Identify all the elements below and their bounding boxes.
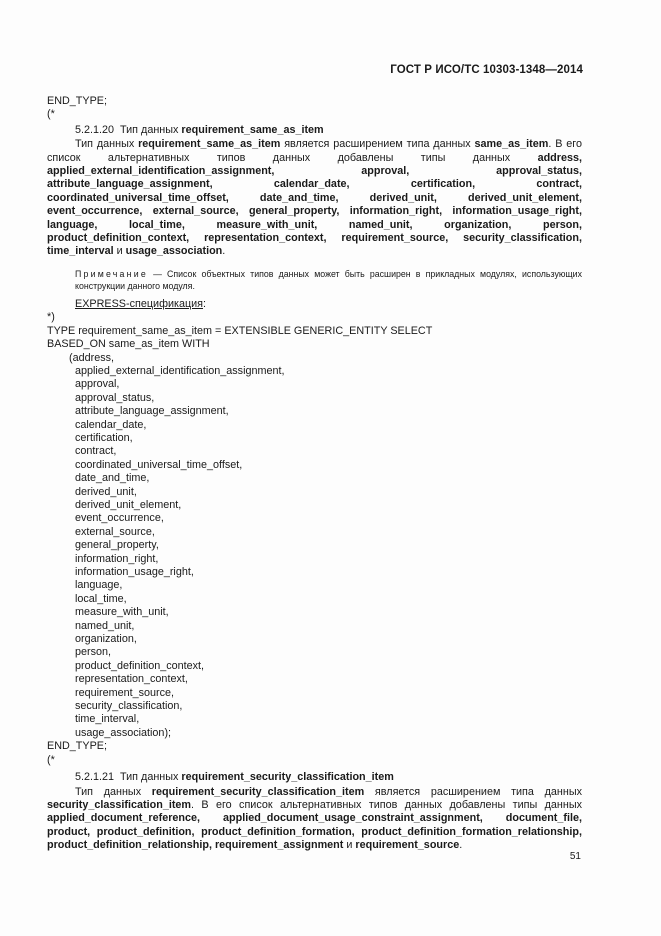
note-paragraph xyxy=(47,268,582,292)
code-line: product_definition_context, xyxy=(75,659,205,672)
code-line: TYPE requirement_same_as_item = EXTENSIBLE GENERIC_ENTITY SELECT xyxy=(47,324,433,337)
code-line: applied_external_identification_assignment, xyxy=(75,364,285,377)
code-line: BASED_ON same_as_item WITH xyxy=(47,338,210,351)
express-spec-label-line xyxy=(47,298,582,311)
para-type-name: requirement_security_classification_item xyxy=(151,785,365,798)
section-paragraph-5-2-1-20 xyxy=(47,138,582,259)
code-line: usage_association); xyxy=(75,726,172,739)
para-text: является расширением типа данных xyxy=(364,785,582,798)
code-line: date_and_time, xyxy=(75,472,150,485)
code-line: local_time, xyxy=(75,592,127,605)
heading-prefix: Тип данных xyxy=(120,771,182,784)
para-base-type: same_as_item xyxy=(474,138,549,151)
code-line: END_TYPE; xyxy=(47,740,107,753)
para-text: и xyxy=(343,839,356,852)
code-line: (address, xyxy=(69,351,115,364)
code-line: requirement_source, xyxy=(75,686,175,699)
page-content xyxy=(47,95,582,853)
section-heading-5-2-1-20 xyxy=(47,124,582,137)
code-line: derived_unit_element, xyxy=(75,498,182,511)
para-type-list: address, applied_external_identification_assignment, approval, approval_status, attribute_language_assignment, calendar_date, certification, contract, coordinated_universal_time_offset, date_and_time, derived_unit, derived_unit_element, event_occurrence, external_source, general_property, information_right, information_usage_right, language, local_time, measure_with_unit, named_unit, organization, person, product_definition_context, representation_context, requirement_source, security_classification, time_interval xyxy=(47,151,582,258)
code-line: attribute_language_assignment, xyxy=(75,405,229,418)
section-paragraph-5-2-1-21 xyxy=(47,786,582,853)
page-header: ГОСТ Р ИСО/ТС 10303-1348—2014 xyxy=(390,64,583,76)
end-type-line: END_TYPE; xyxy=(47,95,107,107)
para-text: . В его список альтернативных типов данных добавлены типы данных xyxy=(191,798,582,811)
para-last-type: usage_association xyxy=(125,245,223,258)
code-line: (* xyxy=(47,753,55,766)
code-line: certification, xyxy=(75,431,133,444)
para-last-type: requirement_source xyxy=(355,839,460,852)
code-line: coordinated_universal_time_offset, xyxy=(75,458,243,471)
comment-open-line: (* xyxy=(47,108,55,121)
para-text: . В его список альтернативных типов данных добавлены типы данных xyxy=(47,138,582,164)
heading-type-name: requirement_same_as_item xyxy=(181,123,324,136)
code-line: approval_status, xyxy=(75,391,155,404)
para-text: Тип данных xyxy=(75,138,139,151)
express-spec-label: EXPRESS-спецификация xyxy=(75,297,204,310)
express-code-block xyxy=(47,311,582,767)
note-text: — Список объектных типов данных может быть расширен в прикладных модулях, использующих конструкции данного модуля. xyxy=(75,268,582,291)
express-colon: : xyxy=(203,297,207,310)
note-label: Примечание xyxy=(75,268,148,279)
para-text: и xyxy=(113,245,126,258)
code-line: derived_unit, xyxy=(75,485,137,498)
code-line: organization, xyxy=(75,633,137,646)
code-line: external_source, xyxy=(75,525,155,538)
heading-type-name: requirement_security_classification_item xyxy=(181,771,394,784)
code-line: time_interval, xyxy=(75,713,140,726)
code-line: information_usage_right, xyxy=(75,566,194,578)
heading-prefix: Тип данных xyxy=(120,123,182,136)
code-line: language, xyxy=(75,579,123,592)
code-line: named_unit, xyxy=(75,619,135,632)
code-line: contract, xyxy=(75,445,117,458)
code-line: information_right, xyxy=(75,552,159,565)
code-line: general_property, xyxy=(75,539,159,552)
para-type-list: applied_document_reference, applied_document_usage_constraint_assignment, document_file, product, product_definition, product_definition_formation, product_definition_formation_relationship, product_definition_relationship, requirement_assignment xyxy=(47,812,582,852)
para-text: является расширением типа данных xyxy=(280,138,475,151)
page-number: 51 xyxy=(569,851,581,862)
para-base-type: security_classification_item xyxy=(47,798,192,811)
para-text: Тип данных xyxy=(75,785,152,798)
code-line: measure_with_unit, xyxy=(75,606,169,619)
code-line: security_classification, xyxy=(75,700,183,713)
code-line: representation_context, xyxy=(75,673,188,686)
section-number: 5.2.1.21 xyxy=(75,771,115,784)
code-line: approval, xyxy=(75,378,120,391)
code-line: event_occurrence, xyxy=(75,512,164,525)
section-number: 5.2.1.20 xyxy=(75,123,115,136)
para-type-name: requirement_same_as_item xyxy=(138,138,281,151)
section-heading-5-2-1-21 xyxy=(47,771,582,784)
code-line: *) xyxy=(47,311,55,324)
para-text: . xyxy=(459,839,463,852)
code-line: person, xyxy=(75,646,112,659)
code-line: calendar_date, xyxy=(75,418,147,431)
para-text: . xyxy=(222,245,226,258)
